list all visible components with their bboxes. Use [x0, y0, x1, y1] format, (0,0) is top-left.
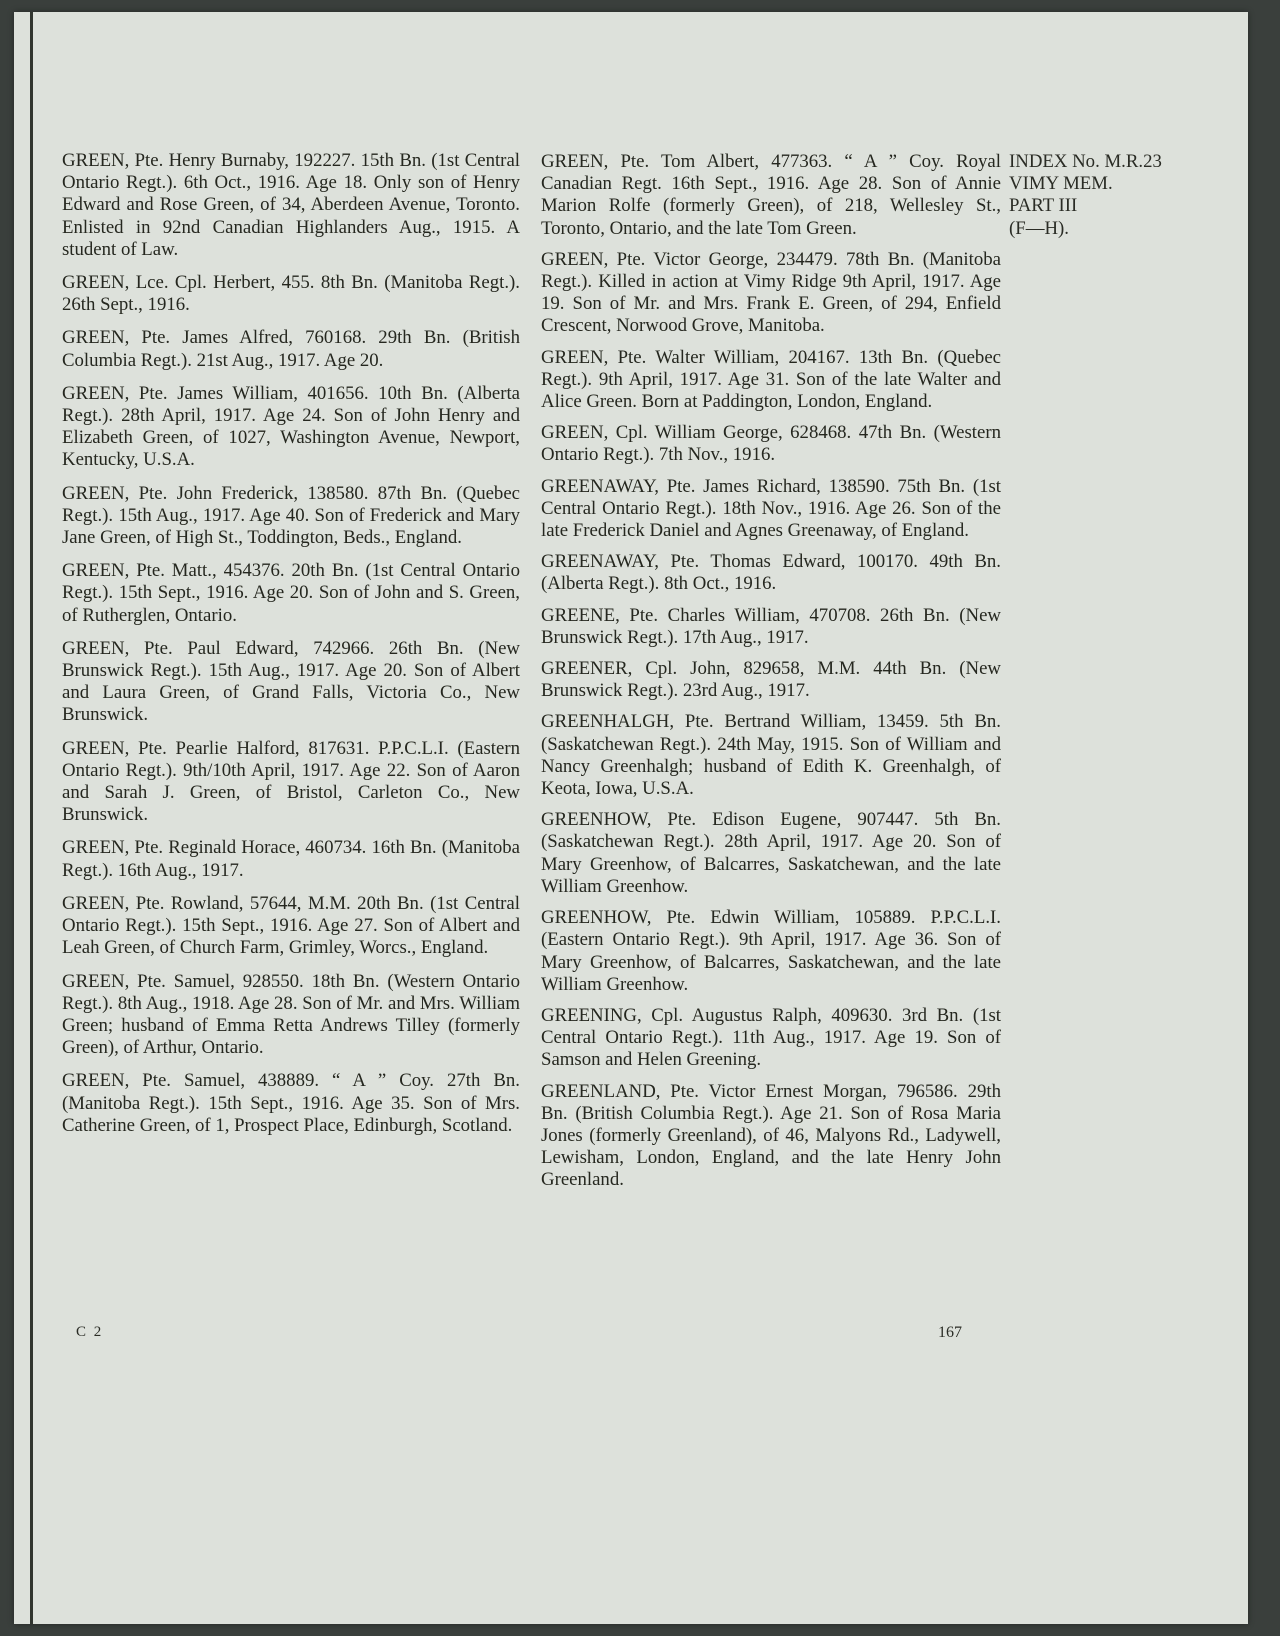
binding-edge	[30, 12, 33, 1624]
list-item: GREEN, Pte. James Alfred, 760168. 29th Bn. (British Columbia Regt.). 21st Aug., 1917. Age 20.	[62, 327, 520, 371]
list-item: GREENHOW, Pte. Edwin William, 105889. P.P.C.L.I. (Eastern Ontario Regt.). 9th April, 1917. Age 36. Son of Mary Greenhow, of Balcarres, Saskatchewan, and the late William Greenhow.	[541, 907, 1001, 995]
list-item: GREEN, Pte. Reginald Horace, 460734. 16th Bn. (Manitoba Regt.). 16th Aug., 1917.	[62, 837, 520, 881]
list-item: GREENAWAY, Pte. James Richard, 138590. 75th Bn. (1st Central Ontario Regt.). 18th Nov., 1916. Age 26. Son of the late Frederick Daniel and Agnes Greenaway, of England.	[541, 475, 1001, 542]
part-number: PART III	[1009, 195, 1078, 217]
list-item: GREEN, Pte. Victor George, 234479. 78th Bn. (Manitoba Regt.). Killed in action at Vimy Ridge 9th April, 1917. Age 19. Son of Mr. and Mrs. Frank E. Green, of 294, Enfield Crescent, Norwood Grove, Manitoba.	[541, 248, 1001, 337]
list-item: GREEN, Lce. Cpl. Herbert, 455. 8th Bn. (Manitoba Regt.). 26th Sept., 1916.	[62, 272, 520, 316]
left-column	[62, 150, 520, 1148]
list-item: GREENHALGH, Pte. Bertrand William, 13459. 5th Bn. (Saskatchewan Regt.). 24th May, 1915. Son of William and Nancy Greenhalgh; husband of Edith K. Greenhalgh, of Keota, Iowa, U.S.A.	[541, 711, 1001, 800]
list-item: GREEN, Pte. James William, 401656. 10th Bn. (Alberta Regt.). 28th April, 1917. Age 24. Son of John Henry and Elizabeth Green, of 1027, Washington Avenue, Newport, Kentucky, U.S.A.	[62, 382, 520, 471]
list-item: GREEN, Pte. Samuel, 928550. 18th Bn. (Western Ontario Regt.). 8th Aug., 1918. Age 28. Son of Mr. and Mrs. William Green; husband of Emma Retta Andrews Tilley (formerly Green), of Arthur, Ontario.	[62, 970, 520, 1059]
list-item: GREENHOW, Pte. Edison Eugene, 907447. 5th Bn. (Saskatchewan Regt.). 28th April, 1917. Age 20. Son of Mary Greenhow, of Balcarres, Saskatchewan, and the late William Greenhow.	[541, 809, 1001, 897]
index-number: INDEX No. M.R.23	[1009, 151, 1162, 172]
list-item: GREEN, Pte. Tom Albert, 477363. “ A ” Coy. Royal Canadian Regt. 16th Sept., 1916. Age 28. Son of Annie Marion Rolfe (formerly Green), of 218, Wellesley St., Toronto, Ontario, and the late Tom Green.	[541, 151, 1001, 239]
list-item: GREEN, Pte. John Frederick, 138580. 87th Bn. (Quebec Regt.). 15th Aug., 1917. Age 40. Son of Frederick and Mary Jane Green, of High St., Toddington, Beds., England.	[62, 482, 520, 549]
signature-mark: C 2	[76, 1324, 104, 1340]
list-item: GREEN, Cpl. William George, 628468. 47th Bn. (Western Ontario Regt.). 7th Nov., 1916.	[541, 422, 1001, 466]
page-number: 167	[938, 1324, 962, 1341]
list-item: GREEN, Pte. Paul Edward, 742966. 26th Bn. (New Brunswick Regt.). 15th Aug., 1917. Age 20. Son of Albert and Laura Green, of Grand Falls, Victoria Co., New Brunswick.	[62, 637, 520, 726]
list-item: GREEN, Pte. Pearlie Halford, 817631. P.P.C.L.I. (Eastern Ontario Regt.). 9th/10th April, 1917. Age 22. Son of Aaron and Sarah J. Green, of Bristol, Carleton Co., New Brunswick.	[62, 737, 520, 826]
list-item: GREENAWAY, Pte. Thomas Edward, 100170. 49th Bn. (Alberta Regt.). 8th Oct., 1916.	[541, 551, 1001, 595]
list-item: GREEN, Pte. Rowland, 57644, M.M. 20th Bn. (1st Central Ontario Regt.). 15th Sept., 1916. Age 27. Son of Albert and Leah Green, of Church Farm, Grimley, Worcs., England.	[62, 892, 520, 959]
list-item: GREENE, Pte. Charles William, 470708. 26th Bn. (New Brunswick Regt.). 17th Aug., 1917.	[541, 604, 1001, 648]
list-item: GREEN, Pte. Walter William, 204167. 13th Bn. (Quebec Regt.). 9th April, 1917. Age 31. Son of the late Walter and Alice Green. Born at Paddington, London, England.	[541, 346, 1001, 413]
book-page	[14, 12, 1248, 1624]
middle-column	[541, 151, 1001, 1201]
list-item: GREEN, Pte. Henry Burnaby, 192227. 15th Bn. (1st Central Ontario Regt.). 6th Oct., 1916. Age 18. Only son of Henry Edward and Rose Green, of 34, Aberdeen Avenue, Toronto. Enlisted in 92nd Canadian Highlanders Aug., 1915. A student of Law.	[62, 150, 520, 260]
memorial-name: VIMY MEM.	[1009, 173, 1113, 195]
list-item: GREENER, Cpl. John, 829658, M.M. 44th Bn. (New Brunswick Regt.). 23rd Aug., 1917.	[541, 658, 1001, 702]
letter-range: (F—H).	[1009, 217, 1069, 239]
index-reference	[1009, 151, 1234, 240]
list-item: GREEN, Pte. Samuel, 438889. “ A ” Coy. 27th Bn. (Manitoba Regt.). 15th Sept., 1916. Age 35. Son of Mrs. Catherine Green, of 1, Prospect Place, Edinburgh, Scotland.	[62, 1070, 520, 1136]
list-item: GREEN, Pte. Matt., 454376. 20th Bn. (1st Central Ontario Regt.). 15th Sept., 1916. Age 20. Son of John and S. Green, of Rutherglen, Ontario.	[62, 560, 520, 626]
list-item: GREENING, Cpl. Augustus Ralph, 409630. 3rd Bn. (1st Central Ontario Regt.). 11th Aug., 1917. Age 19. Son of Samson and Helen Greening.	[541, 1004, 1001, 1071]
list-item: GREENLAND, Pte. Victor Ernest Morgan, 796586. 29th Bn. (British Columbia Regt.). Age 21. Son of Rosa Maria Jones (formerly Greenland), of 46, Malyons Rd., Ladywell, Lewisham, London, England, and the late Henry John Greenland.	[541, 1080, 1001, 1191]
